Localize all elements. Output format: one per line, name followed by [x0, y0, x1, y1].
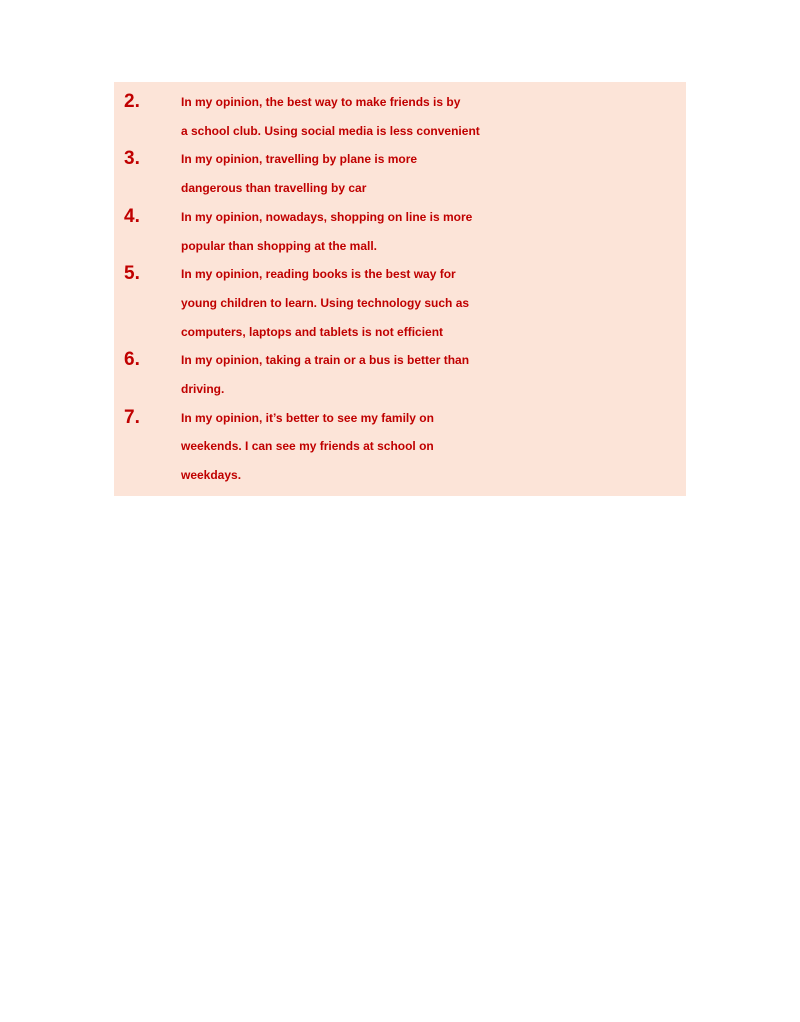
list-item	[114, 404, 686, 490]
item-number: 5.	[124, 263, 140, 285]
item-line: popular than shopping at the mall.	[181, 238, 378, 253]
list-item	[114, 260, 686, 346]
item-number: 7.	[124, 406, 140, 428]
list-item	[114, 88, 686, 145]
item-number: 6.	[124, 349, 140, 371]
item-number: 3.	[124, 148, 140, 170]
item-line: In my opinion, the best way to make friends is by	[181, 95, 461, 109]
item-line: weekdays.	[181, 468, 242, 483]
item-text	[181, 88, 686, 145]
item-text	[181, 346, 686, 403]
item-line: weekends. I can see my friends at school on	[181, 439, 434, 454]
item-number: 4.	[124, 205, 140, 227]
list-item	[114, 203, 686, 260]
item-line: driving.	[181, 382, 225, 397]
opinion-list-box	[114, 82, 686, 496]
item-line: dangerous than travelling by car	[181, 181, 367, 196]
item-line: In my opinion, taking a train or a bus is better than	[181, 353, 470, 368]
item-line: young children to learn. Using technology such as	[181, 295, 470, 310]
item-line: In my opinion, it’s better to see my family on	[181, 410, 434, 425]
item-line: In my opinion, reading books is the best way for	[181, 267, 456, 282]
item-text	[181, 203, 686, 260]
list-item	[114, 145, 686, 202]
item-text	[181, 145, 686, 202]
item-line: a school club. Using social media is less convenient	[181, 123, 480, 138]
item-line: computers, laptops and tablets is not efficient	[181, 324, 444, 339]
item-text	[181, 260, 686, 346]
item-number: 2.	[124, 91, 140, 112]
item-line: In my opinion, travelling by plane is more	[181, 152, 418, 167]
list-item	[114, 346, 686, 403]
item-line: In my opinion, nowadays, shopping on line is more	[181, 209, 473, 224]
item-text	[181, 404, 686, 490]
